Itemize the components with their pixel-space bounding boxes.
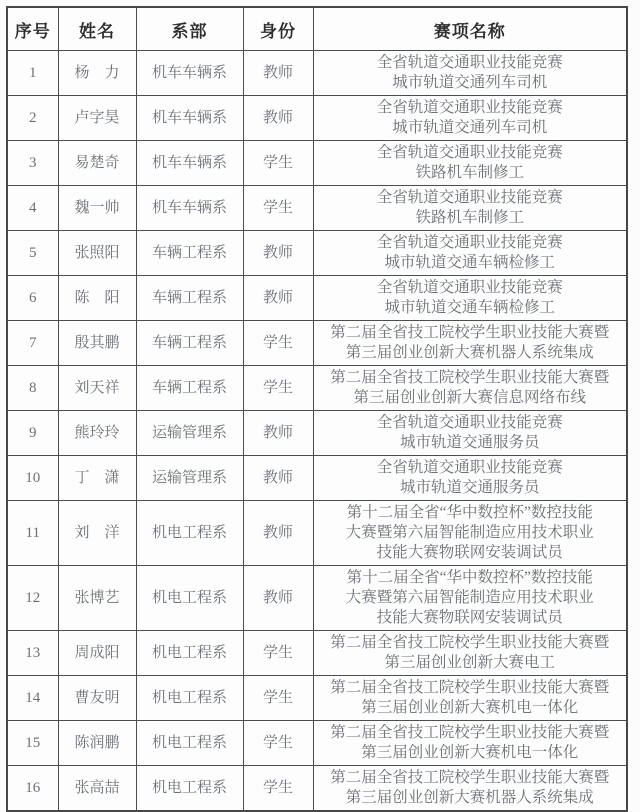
competition-line: 全省轨道交通职业技能竞赛	[376, 99, 563, 116]
cell-name: 卢字昊	[58, 96, 136, 141]
table-row	[7, 631, 627, 676]
cell-department: 车辆工程系	[136, 276, 243, 321]
cell-competition	[313, 676, 627, 721]
cell-competition	[313, 501, 627, 566]
competition-line: 城市轨道交通服务员	[399, 479, 540, 496]
competition-line: 第二届全省技工院校学生职业技能大赛暨	[330, 324, 610, 341]
competition-line: 第二届全省技工院校学生职业技能大赛暨	[330, 369, 610, 386]
competition-roster-table	[6, 6, 628, 812]
table-body	[7, 51, 627, 812]
cell-role: 教师	[243, 501, 313, 566]
cell-name: 张高喆	[58, 766, 136, 812]
cell-competition	[313, 231, 627, 276]
cell-department: 机车车辆系	[136, 186, 243, 231]
cell-department: 车辆工程系	[136, 321, 243, 366]
cell-name: 易楚奇	[58, 141, 136, 186]
competition-line: 第十二届全省“华中数控杯”数控技能	[346, 569, 593, 586]
competition-line: 城市轨道交通列车司机	[392, 74, 548, 91]
competition-line: 城市轨道交通车辆检修工	[384, 299, 555, 316]
cell-index: 3	[7, 141, 58, 186]
competition-line: 铁路机车制修工	[415, 164, 524, 181]
cell-role: 学生	[243, 676, 313, 721]
cell-index: 7	[7, 321, 58, 366]
cell-role: 教师	[243, 96, 313, 141]
cell-name: 陈润鹏	[58, 721, 136, 766]
cell-department: 运输管理系	[136, 411, 243, 456]
cell-department: 机车车辆系	[136, 51, 243, 96]
cell-role: 学生	[243, 766, 313, 812]
cell-competition	[313, 411, 627, 456]
competition-line: 第十二届全省“华中数控杯”数控技能	[346, 504, 593, 521]
cell-competition	[313, 321, 627, 366]
table-row	[7, 501, 627, 566]
competition-line: 全省轨道交通职业技能竞赛	[376, 54, 563, 71]
competition-line: 全省轨道交通职业技能竞赛	[376, 459, 563, 476]
cell-competition	[313, 631, 627, 676]
competition-line: 全省轨道交通职业技能竞赛	[376, 189, 563, 206]
table-row	[7, 186, 627, 231]
cell-name: 丁 潇	[58, 456, 136, 501]
cell-department: 机电工程系	[136, 501, 243, 566]
cell-competition	[313, 456, 627, 501]
competition-line: 全省轨道交通职业技能竞赛	[376, 279, 563, 296]
cell-competition	[313, 96, 627, 141]
cell-competition	[313, 566, 627, 631]
cell-department: 车辆工程系	[136, 231, 243, 276]
cell-index: 16	[7, 766, 58, 812]
col-header-role: 身份	[243, 7, 313, 51]
col-header-department: 系部	[136, 7, 243, 51]
cell-name: 熊玲玲	[58, 411, 136, 456]
cell-name: 陈 阳	[58, 276, 136, 321]
col-header-index: 序号	[7, 7, 58, 51]
cell-role: 学生	[243, 631, 313, 676]
competition-line: 第三届创业创新大赛机器人系统集成	[345, 789, 594, 806]
cell-name: 刘 洋	[58, 501, 136, 566]
competition-line: 第三届创业创新大赛信息网络布线	[353, 389, 586, 406]
cell-department: 机电工程系	[136, 721, 243, 766]
cell-role: 学生	[243, 321, 313, 366]
cell-name: 曹友明	[58, 676, 136, 721]
cell-index: 9	[7, 411, 58, 456]
cell-role: 教师	[243, 231, 313, 276]
cell-name: 周成阳	[58, 631, 136, 676]
cell-index: 5	[7, 231, 58, 276]
cell-competition	[313, 276, 627, 321]
col-header-name: 姓名	[58, 7, 136, 51]
cell-role: 教师	[243, 566, 313, 631]
table-row	[7, 321, 627, 366]
competition-line: 技能大赛物联网安装调试员	[376, 544, 563, 561]
table-header	[7, 7, 627, 51]
competition-line: 第三届创业创新大赛机电一体化	[361, 699, 579, 716]
cell-name: 张博艺	[58, 566, 136, 631]
competition-line: 第二届全省技工院校学生职业技能大赛暨	[330, 679, 610, 696]
competition-line: 大赛暨第六届智能制造应用技术职业	[345, 589, 594, 606]
cell-department: 机电工程系	[136, 676, 243, 721]
cell-name: 魏一帅	[58, 186, 136, 231]
cell-name: 刘天祥	[58, 366, 136, 411]
cell-department: 机电工程系	[136, 566, 243, 631]
table-row	[7, 141, 627, 186]
cell-name: 殷其鹏	[58, 321, 136, 366]
competition-line: 全省轨道交通职业技能竞赛	[376, 144, 563, 161]
competition-line: 铁路机车制修工	[415, 209, 524, 226]
table-row	[7, 676, 627, 721]
cell-index: 11	[7, 501, 58, 566]
competition-line: 第二届全省技工院校学生职业技能大赛暨	[330, 634, 610, 651]
competition-line: 全省轨道交通职业技能竞赛	[376, 234, 563, 251]
table-row	[7, 411, 627, 456]
competition-line: 第三届创业创新大赛电工	[384, 654, 555, 671]
cell-competition	[313, 721, 627, 766]
cell-role: 教师	[243, 276, 313, 321]
cell-department: 车辆工程系	[136, 366, 243, 411]
cell-index: 12	[7, 566, 58, 631]
table-row	[7, 366, 627, 411]
competition-line: 第三届创业创新大赛机电一体化	[361, 744, 579, 761]
cell-competition	[313, 186, 627, 231]
cell-role: 学生	[243, 721, 313, 766]
cell-competition	[313, 366, 627, 411]
cell-name: 张照阳	[58, 231, 136, 276]
competition-line: 第二届全省技工院校学生职业技能大赛暨	[330, 769, 610, 786]
cell-role: 教师	[243, 411, 313, 456]
cell-department: 机车车辆系	[136, 96, 243, 141]
competition-line: 技能大赛物联网安装调试员	[376, 609, 563, 626]
table-row	[7, 721, 627, 766]
cell-competition	[313, 51, 627, 96]
table-row	[7, 96, 627, 141]
cell-department: 机电工程系	[136, 766, 243, 812]
competition-line: 城市轨道交通列车司机	[392, 119, 548, 136]
table-row	[7, 276, 627, 321]
competition-line: 第三届创业创新大赛机器人系统集成	[345, 344, 594, 361]
cell-index: 10	[7, 456, 58, 501]
cell-role: 学生	[243, 366, 313, 411]
cell-index: 8	[7, 366, 58, 411]
cell-index: 1	[7, 51, 58, 96]
cell-index: 4	[7, 186, 58, 231]
competition-line: 第二届全省技工院校学生职业技能大赛暨	[330, 724, 610, 741]
competition-line: 大赛暨第六届智能制造应用技术职业	[345, 524, 594, 541]
cell-competition	[313, 141, 627, 186]
cell-name: 杨 力	[58, 51, 136, 96]
cell-department: 机电工程系	[136, 631, 243, 676]
cell-index: 14	[7, 676, 58, 721]
competition-line: 城市轨道交通服务员	[399, 434, 540, 451]
table-row	[7, 566, 627, 631]
cell-role: 教师	[243, 51, 313, 96]
cell-index: 15	[7, 721, 58, 766]
col-header-competition: 赛项名称	[313, 7, 627, 51]
cell-role: 学生	[243, 141, 313, 186]
table-row	[7, 766, 627, 812]
competition-line: 城市轨道交通车辆检修工	[384, 254, 555, 271]
cell-department: 运输管理系	[136, 456, 243, 501]
cell-department: 机车车辆系	[136, 141, 243, 186]
cell-role: 学生	[243, 186, 313, 231]
header-row	[7, 7, 627, 51]
table-row	[7, 231, 627, 276]
competition-line: 全省轨道交通职业技能竞赛	[376, 414, 563, 431]
cell-competition	[313, 766, 627, 812]
cell-index: 6	[7, 276, 58, 321]
table-row	[7, 51, 627, 96]
cell-index: 2	[7, 96, 58, 141]
table-row	[7, 456, 627, 501]
cell-role: 教师	[243, 456, 313, 501]
cell-index: 13	[7, 631, 58, 676]
